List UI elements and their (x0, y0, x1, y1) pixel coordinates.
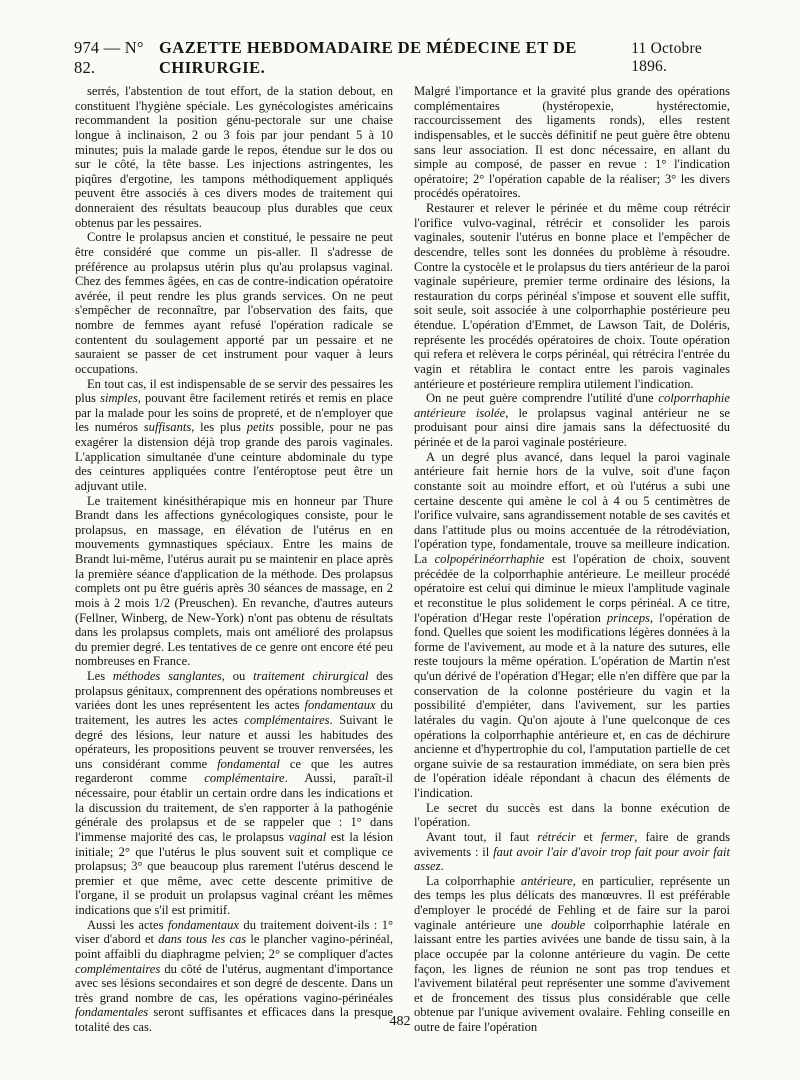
text-run: colporrhaphie latérale en laissant entre les parties avivées une bande de tissu sain, à la place occupée par la colonne antérieure du vagin. De cette façon, les lignes de réunion ne sont pas trop tendues et l'avivement bilatéral peut représenter une somme d'avivement et de froncement des tissus plus considérable que celle obtenue par l'unique avivement ovalaire. Fehling conseille en outre de faire l'opération (414, 917, 730, 1034)
text-run: A un degré plus avancé, dans lequel la paroi vaginale antérieure fait hernie hors de la vulve, soit d'une façon constante soit au moindre effort, et où l'utérus a subi une certaine descente qui amène le col à 4 ou 5 centimètres de l'orifice vulvaire, sans agrandissement notable de ses cavités et dans l'attitude plus ou moins accentuée de la rétrodéviation, l'opération type, fondamentale, trouve sa meilleure indication. La (414, 449, 730, 566)
text-run: , faire de grands avivements : il (414, 829, 730, 859)
text-run: La colporrhaphie (426, 873, 521, 888)
text-run: On ne peut guère comprendre l'utilité d'une (426, 391, 659, 406)
text-run: , ou (221, 669, 254, 683)
issue-date: 11 Octobre 1896. (631, 40, 702, 75)
left-column (75, 84, 393, 1034)
journal-title: GAZETTE HEBDOMADAIRE DE MÉDECINE ET DE CHIRURGIE. (158, 38, 577, 77)
paragraph (414, 201, 730, 391)
italic-text: méthodes sanglantes (112, 669, 222, 683)
paragraph (414, 84, 730, 201)
italic-text: fermer (600, 829, 635, 844)
text-run: des prolapsus génitaux, comprennent des opérations nombreuses et variées dont les unes représentent les actes (75, 669, 393, 713)
italic-text: vaginal (288, 829, 327, 844)
text-run: . (440, 859, 444, 874)
text-run: ce que les autres regarderont comme (75, 756, 393, 786)
italic-text: complémentaires (244, 712, 330, 727)
italic-text: fondamentaux (304, 698, 376, 713)
italic-text: antérieure (520, 873, 573, 888)
text-run: possible, pour ne pas exagérer la distension déjà trop grande des parois vaginales. L'application simultanée d'une ceinture abdominale du type des ceintures appliquées contre l'entéroptose peut être un adjuvant utile. (75, 420, 393, 493)
paragraph (414, 830, 730, 874)
text-run: Contre le prolapsus ancien et constitué, le pessaire ne peut être considéré que comme un pis-aller. Il s'adresse de préférence au prolapsus utérin plus qu'au prolapsus vaginal. Chez des femmes âgées, en cas de contre-indication opératoire avérée, il peut rendre les plus grands services. On ne peut s'empêcher de reconnaître, par l'observation des faits, que nombre de femmes ayant refusé l'opération radicale se contentent du soulagement apporté par un pessaire et ne sauraient se passer de cet instrument pour vaquer à leurs occupations. (75, 230, 393, 376)
text-run: du traitement, les autres les actes (75, 698, 394, 727)
page-and-issue-number: 974 — N° 82. (74, 38, 144, 77)
text-run: seront suffisantes et efficaces dans la presque totalité des cas. (75, 1005, 393, 1034)
paragraph (75, 377, 393, 494)
text-run: Aussi les actes (87, 917, 168, 932)
italic-text: fondamentales (75, 1005, 149, 1020)
text-run: En tout cas, il est indispensable de se servir des pessaires les plus (75, 376, 393, 406)
paragraph (75, 669, 393, 918)
paragraph (414, 801, 730, 830)
italic-text: double (551, 917, 586, 932)
text-run: est l'opération de choix, souvent précédée de la colporrhaphie antérieure. Le meilleur procédé opératoire est celui qui diminue le mieux l'amplitude vaginale et reconstitue le plus solidement le corps périnéal. A ce titre, l'opération d'Hegar reste l'opération (414, 552, 730, 625)
text-run: , en particulier, représente un des temps les plus délicats des manœuvres. Il est préférable d'employer le procédé de Fehling et de faire sur la paroi vaginale antérieure une (414, 873, 731, 932)
italic-text: suffisants (143, 420, 192, 435)
paragraph (75, 230, 393, 376)
paragraph (75, 494, 393, 670)
paragraph (75, 84, 393, 230)
italic-text: fondamental (217, 756, 280, 771)
text-run: , pouvant être facilement retirés et remis en place par la malade pour les soins de propreté, et de n'employer que les numéros (75, 391, 393, 435)
text-run: , l'opération de fond. Quelles que soient les modifications légères données à la forme de l'avivement, au mode et à la nature des sutures, elle reste toujours la même opération. L'opération de Martin n'est qu'un dérivé de l'opération d'Hegar; elle n'en diffère que par la conservation de la colonne postérieure du vagin et la possibilité d'empiéter, dans l'avivement, sur les parties latérales du vagin. Qu'on ajoute à l'une quelconque de ces opérations la colporrhaphie antérieure et, en cas de déchirure ancienne et d'hypertrophie du col, l'amputation partielle de cet organe suivie de sa restauration immédiate, on sera bien près de l'opération idéale répondant à chacun des éléments de l'indication. (414, 610, 730, 800)
text-run: du côté de l'utérus, augmentant d'importance avec ses lésions secondaires et son degré de descente. Dans un très grand nombre de cas, les opérations vagino-périnéales (75, 961, 393, 1005)
text-run: Avant tout, il faut (426, 829, 538, 844)
italic-text: fondamentaux (167, 917, 239, 932)
running-head (74, 38, 730, 77)
paragraph (414, 450, 730, 801)
text-run: Le secret du succès est dans la bonne exécution de l'opération. (414, 800, 730, 830)
italic-text: traitement chirurgical (253, 669, 369, 683)
text-run: , les plus (191, 420, 247, 435)
italic-text: colporrhaphie antérieure isolée (414, 391, 730, 420)
folio-number: 482 (389, 1014, 411, 1029)
text-run: serrés, l'abstention de tout effort, de la station debout, en constituent l'hygiène spéciale. Les gynécologistes américains recommandent la position génu-pectorale sur une chaise longue à inclinaison, 2 ou 3 fois par jour pendant 5 à 10 minutes; puis la malade garde le repos, étendue sur le dos ou sur le côté, la tête basse. Les injections astringentes, les piqûres d'ergotine, les tampons méthodiquement appliqués peuvent être associés à ces divers modes de traitement qui donneraient des résultats beaucoup plus durables que ceux obtenus par les pessaires. (75, 84, 393, 230)
italic-text: princeps (606, 610, 651, 625)
italic-text: rétrécir (537, 829, 576, 844)
text-run: Le traitement kinésithérapique mis en honneur par Thure Brandt dans les affections gynécologiques consiste, pour le prolapsus, en massage, en élévation de l'utérus en en mouvements gymnastiques spéciaux. Entre les mains de Brandt lui-même, l'utérus aurait pu se maintenir en place après la première séance d'application de la méthode. Des prolapsus complets ont pu être guéris après 30 séances de massage, en 2 mois à 2 mois 1/2 (Preuschen). En revanche, d'autres auteurs (Fellner, Winberg, de New-York) n'ont pas obtenu de résultats dans les prolapsus complets, mais ont amélioré des prolapsus du premier degré. Les tentatives de ce genre ont encore été peu nombreuses en France. (75, 493, 393, 669)
italic-text: dans tous les cas (158, 932, 247, 947)
italic-text: simples (100, 391, 138, 406)
italic-text: complémentaires (75, 961, 161, 976)
italic-text: faut avoir l'air d'avoir trop fait pour avoir fait assez (414, 844, 731, 874)
text-run: du traitement doivent-ils : 1° viser d'abord et (75, 917, 393, 947)
paragraph (414, 874, 730, 1035)
text-run: Malgré l'importance et la gravité plus grande des opérations complémentaires (hystéropexie, hystérectomie, raccourcissement des ligaments ronds), elles restent indispensables, et le succès définitif ne peut guère être obtenu sans leur association. Il est donc nécessaire, en allant du simple au composé, de passer en revue : 1° l'indication opératoire; 2° l'opération capable de la réaliser; 3° les divers procédés opératoires. (414, 84, 730, 201)
text-run: . Aussi, paraît-il nécessaire, pour établir un certain ordre dans les indications et la discussion du traitement, de s'en rapporter à la pathogénie générale des prolapsus et de se rappeler que : 1° dans l'immense majorité des cas, le prolapsus (75, 771, 393, 844)
text-run: . Suivant le degré des lésions, leur nature et aussi les habitudes des opérateurs, les propositions peuvent se trouver renversées, les uns considérant comme (75, 712, 393, 771)
italic-text: petits (246, 420, 274, 435)
text-run: le plancher vagino-périnéal, point affaibli du diaphragme pelvien; 2° se compliquer d'actes (75, 932, 393, 961)
paragraph (414, 391, 730, 450)
paragraph (75, 918, 393, 1035)
right-column (414, 84, 730, 1034)
text-run: , le prolapsus vaginal antérieur ne se produisant pour ainsi dire jamais sans la défectuosité du périnée et de la paroi vaginale postérieure. (414, 405, 730, 449)
text-run: Les (87, 669, 113, 683)
italic-text: complémentaire (204, 771, 285, 786)
text-run: est la lésion initiale; 2° que l'utérus le plus souvent suit et complique ce prolapsus; 3° que beaucoup plus rarement l'utérus descend le premier et que même, avec cette descente primitive de l'organe, il se produit un prolapsus vaginal créant les mêmes indications que s'il est primitif. (75, 829, 394, 917)
text-run: et (575, 829, 601, 844)
text-run: Restaurer et relever le périnée et du même coup rétrécir l'orifice vulvo-vaginal, rétrécir et consolider les parois vaginales, soutenir l'utérus en bonne place et l'empêcher de descendre, telles sont les données du problème à résoudre. Contre la cystocèle et le prolapsus du tiers antérieur de la paroi vaginale supérieure, premier terme ordinaire des lésions, la restauration du corps périnéal s'impose et souvent elle suffit, soit seule, soit associée à une colporrhaphie postérieure peu étendue. L'opération d'Emmet, de Lawson Tait, de Doléris, représente les procédés opératoires de choix. Toute opération qui refera et relèvera le corps périnéal, qui rétrécira l'entrée du vagin et rétablira le contact entre les parois vaginales antérieure et postérieure remplira utilement l'indication. (414, 201, 730, 391)
italic-text: colpopérinéorrhaphie (434, 552, 545, 566)
